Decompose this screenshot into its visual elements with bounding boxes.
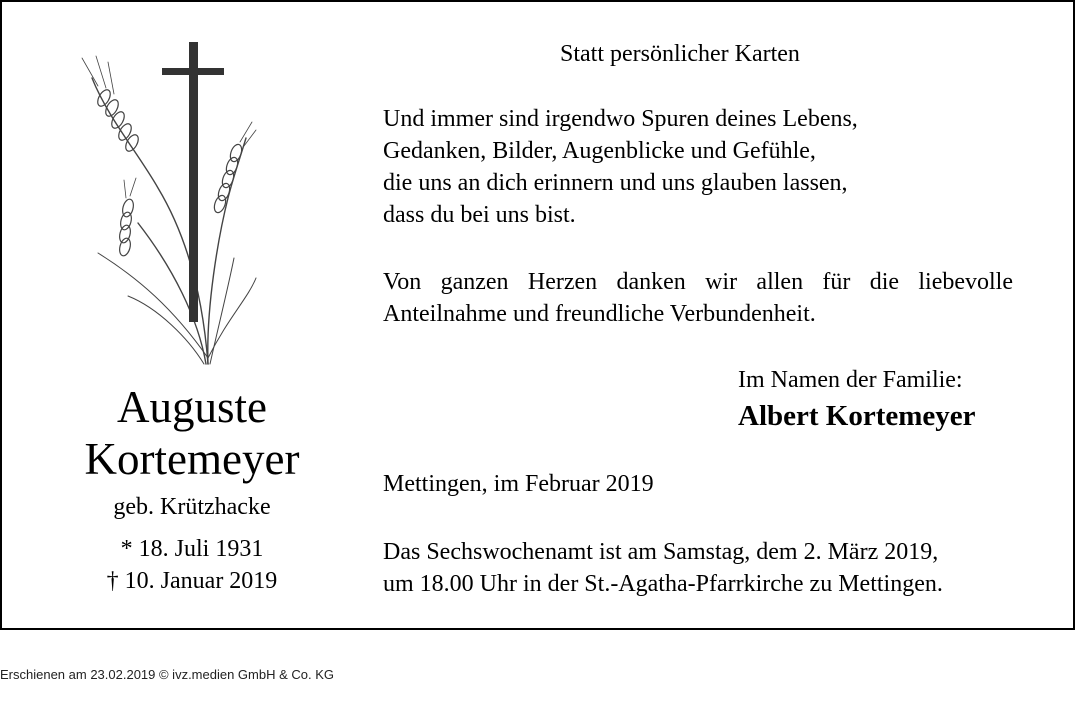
poem-line: dass du bei uns bist. bbox=[383, 202, 576, 228]
service-line: um 18.00 Uhr in der St.-Agatha-Pfarrkirche zu Mettingen. bbox=[383, 571, 943, 597]
deceased-first-name: Auguste bbox=[117, 382, 267, 432]
deceased-last-name: Kortemeyer bbox=[84, 434, 300, 484]
service-info bbox=[383, 536, 943, 600]
publication-footer: Erschienen am 23.02.2019 © ivz.medien GmbH & Co. KG bbox=[0, 667, 335, 682]
death-date: † 10. Januar 2019 bbox=[106, 568, 278, 594]
poem-line: Gedanken, Bilder, Augenblicke und Gefühle, bbox=[383, 138, 816, 164]
cross-with-wheat-icon bbox=[78, 38, 258, 370]
notice-heading: Statt persönlicher Karten bbox=[560, 41, 800, 67]
family-label: Im Namen der Familie: bbox=[738, 367, 963, 393]
poem bbox=[383, 103, 858, 231]
poem-line: Und immer sind irgendwo Spuren deines Lebens, bbox=[383, 106, 858, 132]
thanks-text bbox=[383, 266, 1013, 330]
service-line: Das Sechswochenamt ist am Samstag, dem 2. März 2019, bbox=[383, 539, 939, 565]
thanks-line: Von ganzen Herzen danken wir allen für die liebevolle bbox=[383, 269, 1013, 295]
place-date: Mettingen, im Februar 2019 bbox=[383, 471, 654, 497]
family-name: Albert Kortemeyer bbox=[738, 400, 976, 432]
thanks-line: Anteilnahme und freundliche Verbundenheit. bbox=[383, 301, 816, 327]
birth-date: * 18. Juli 1931 bbox=[120, 536, 264, 562]
birth-name: geb. Krützhacke bbox=[113, 494, 271, 520]
poem-line: die uns an dich erinnern und uns glauben lassen, bbox=[383, 170, 848, 196]
